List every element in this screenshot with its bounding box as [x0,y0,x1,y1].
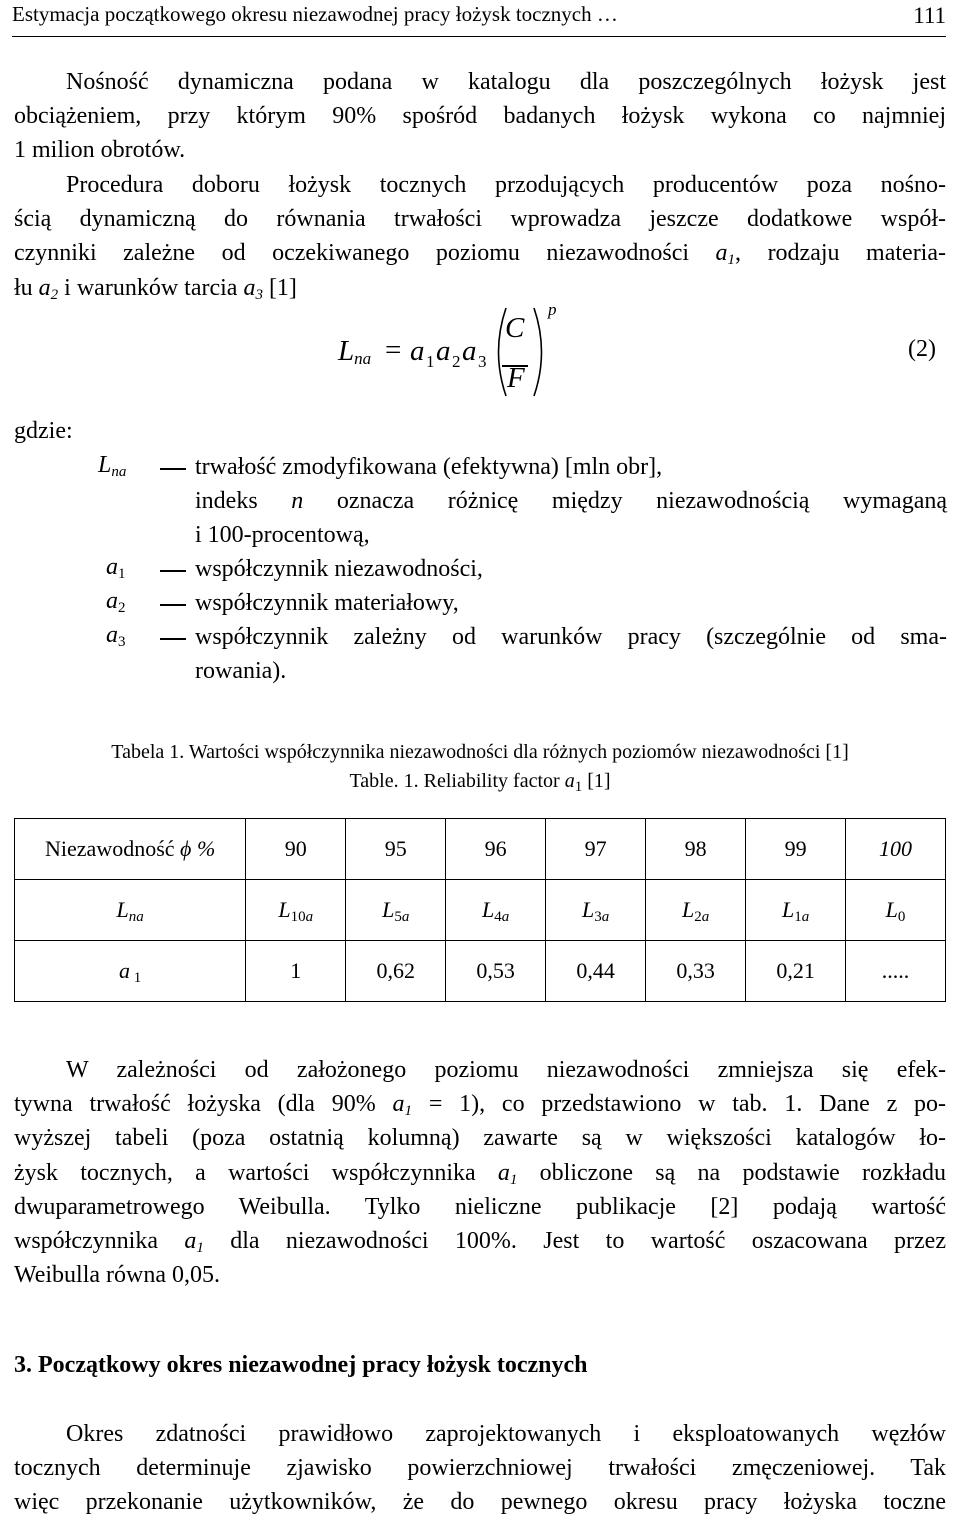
symbol-a1: $a_1$ [564,770,583,795]
table-cell: 0,21 [746,941,846,1002]
equation-number: (2) [908,336,936,362]
paragraph-service-life [14,1417,946,1520]
paragraph-reliability [14,1053,946,1292]
eq-a3: a [462,335,477,367]
text-line: współczynnik materiałowy, [195,590,459,616]
text-line: dwuparametrowego Weibulla. Tylko nieliczne publikacje [2] podają wartość [14,1193,946,1220]
dash [160,638,186,640]
text-line: tocznych determinuje zjawisko powierzchniowej trwałości zmęczeniowej. Tak [14,1455,946,1482]
reliability-table [14,818,946,1002]
eq-equals: = [385,334,402,366]
text-line: obciążeniem, przy którym 90% spośród badanych łożysk wykona co najmniej [14,103,946,130]
eq-sub1: 1 [426,352,435,371]
symbol-a1: $a_1$ [184,1227,204,1256]
table-row [15,941,946,1002]
table-cell: 1 [246,941,346,1002]
table-cell: 0,62 [346,941,446,1002]
dash [160,604,186,606]
row-label-Lna: $L_{na}$ [15,880,246,941]
text-line: trwałość zmodyfikowana (efektywna) [mln obr], [195,454,663,480]
text-line: tywna trwałość łożyska (dla 90% $a_1 = 1$), co przedstawiono w tab. 1. Dane z po- [14,1091,946,1120]
def-text [195,620,947,688]
def-text [195,586,947,620]
text-line: 1 milion obrotów. [14,137,186,164]
definition-Lna [0,452,960,549]
paragraph-procedure [14,168,946,305]
row-label-reliability: Niezawodność ϕ % [15,819,246,880]
eq-numerator: C [505,312,525,344]
text-line: współczynnik niezawodności, [195,556,483,582]
table-caption-en: Table. 1. Reliability factor $a_1$ [1] [349,770,611,795]
def-symbol: $a_2$ [106,588,126,616]
table-cell: 0,33 [646,941,746,1002]
table-cell: $L_{4a}$ [446,880,546,941]
text-line [14,236,946,270]
text-line: więc przekonanie użytkowników, że do pewnego okresu pracy łożyska toczne [14,1489,946,1516]
definition-a3 [0,622,960,685]
text-line: rowania). [195,658,287,685]
eq-exponent: p [548,300,557,319]
dash [160,570,186,572]
text-span: czynniki zależne od oczekiwanego poziomu niezawodności [14,240,716,267]
text-line: współczynnik zależny od warunków pracy (szczególnie od sma- [195,624,947,650]
table-cell: $L_{2a}$ [646,880,746,941]
table-cell: $L_{5a}$ [346,880,446,941]
text-line: Nośność dynamiczna podana w katalogu dla poszczególnych łożysk jest [66,69,946,95]
running-header [12,0,946,37]
table-cell: 0,44 [546,941,646,1002]
equation-2 [330,300,950,405]
table-cell: $L_0$ [846,880,946,941]
symbol-a1: $a_1$ [715,240,736,269]
def-symbol: $a_1$ [106,554,126,582]
paragraph-load-capacity [14,65,946,168]
table-cell: $L_{3a}$ [546,880,646,941]
dash [160,468,186,470]
table-cell: 95 [346,819,446,880]
page-number: 111 [913,3,946,28]
table-cell: $L_{1a}$ [746,880,846,941]
table-cell: 97 [546,819,646,880]
table-row [15,880,946,941]
table-cell: 90 [246,819,346,880]
text-line: ścią dynamiczną do równania trwałości wprowadza jeszcze dodatkowe współ- [14,206,946,233]
table-cell: $L_{10a}$ [246,880,346,941]
text-line: Okres zdatności prawidłowo zaprojektowanych i eksploatowanych węzłów [66,1421,946,1447]
symbol-a2: $a_2$ [38,274,59,303]
table-row [15,819,946,880]
eq-a1: a [410,335,425,367]
symbol-a1: $a_1$ [392,1091,413,1120]
where-label: gdzie: [14,418,73,444]
text-line: żysk tocznych, a wartości współczynnika $a_1$ obliczone są na podstawie rozkładu [14,1159,946,1188]
table-caption-pl: Tabela 1. Wartości współczynnika niezawodności dla różnych poziomów niezawodności [1] [111,741,849,763]
table-cell: 98 [646,819,746,880]
eq-lhs: $L_{na}$ [338,335,372,368]
text-span: i warunków tarcia [58,274,244,301]
row-label-a1: a $_1$ [15,941,246,1002]
symbol-a3: $a_3$ [243,274,263,303]
table-cell: 100 [846,819,946,880]
text-line: wyższej tabeli (poza ostatnią kolumną) zawarte są w większości katalogów ło- [14,1125,946,1152]
running-title: Estymacja początkowego okresu niezawodnej pracy łożysk tocznych … [12,2,618,26]
def-text [195,450,947,553]
def-symbol: $a_3$ [106,622,126,650]
text-span: [1] [262,274,297,301]
def-text [195,552,947,586]
text-line: Procedura doboru łożysk tocznych przodujących producentów poza nośno- [66,172,946,198]
section-heading: 3. Początkowy okres niezawodnej pracy łożysk tocznych [14,1352,588,1378]
table-cell: ..... [846,941,946,1002]
definition-a2 [0,588,960,622]
def-symbol: $L_{na}$ [98,452,127,480]
symbol-a1: $a_1$ [497,1159,518,1188]
definition-a1 [0,554,960,588]
table-cell: 96 [446,819,546,880]
eq-a2: a [436,335,451,367]
eq-sub2: 2 [452,352,461,371]
text-span: łu [14,274,39,301]
text-span: , rodzaju materia- [735,240,946,267]
eq-denominator: F [507,362,525,394]
text-line: Weibulla równa 0,05. [14,1262,221,1289]
text-line: W zależności od założonego poziomu niezawodności zmniejsza się efek- [66,1057,946,1083]
table-cell: 0,53 [446,941,546,1002]
text-line: współczynnika $a_1$ dla niezawodności 100%. Jest to wartość oszacowana przez [14,1227,946,1256]
eq-sub3: 3 [478,352,487,371]
table-cell: 99 [746,819,846,880]
text-line: indeks n oznacza różnicę między niezawodnością wymaganą [195,488,947,515]
text-line: i 100-procentową, [195,522,370,549]
